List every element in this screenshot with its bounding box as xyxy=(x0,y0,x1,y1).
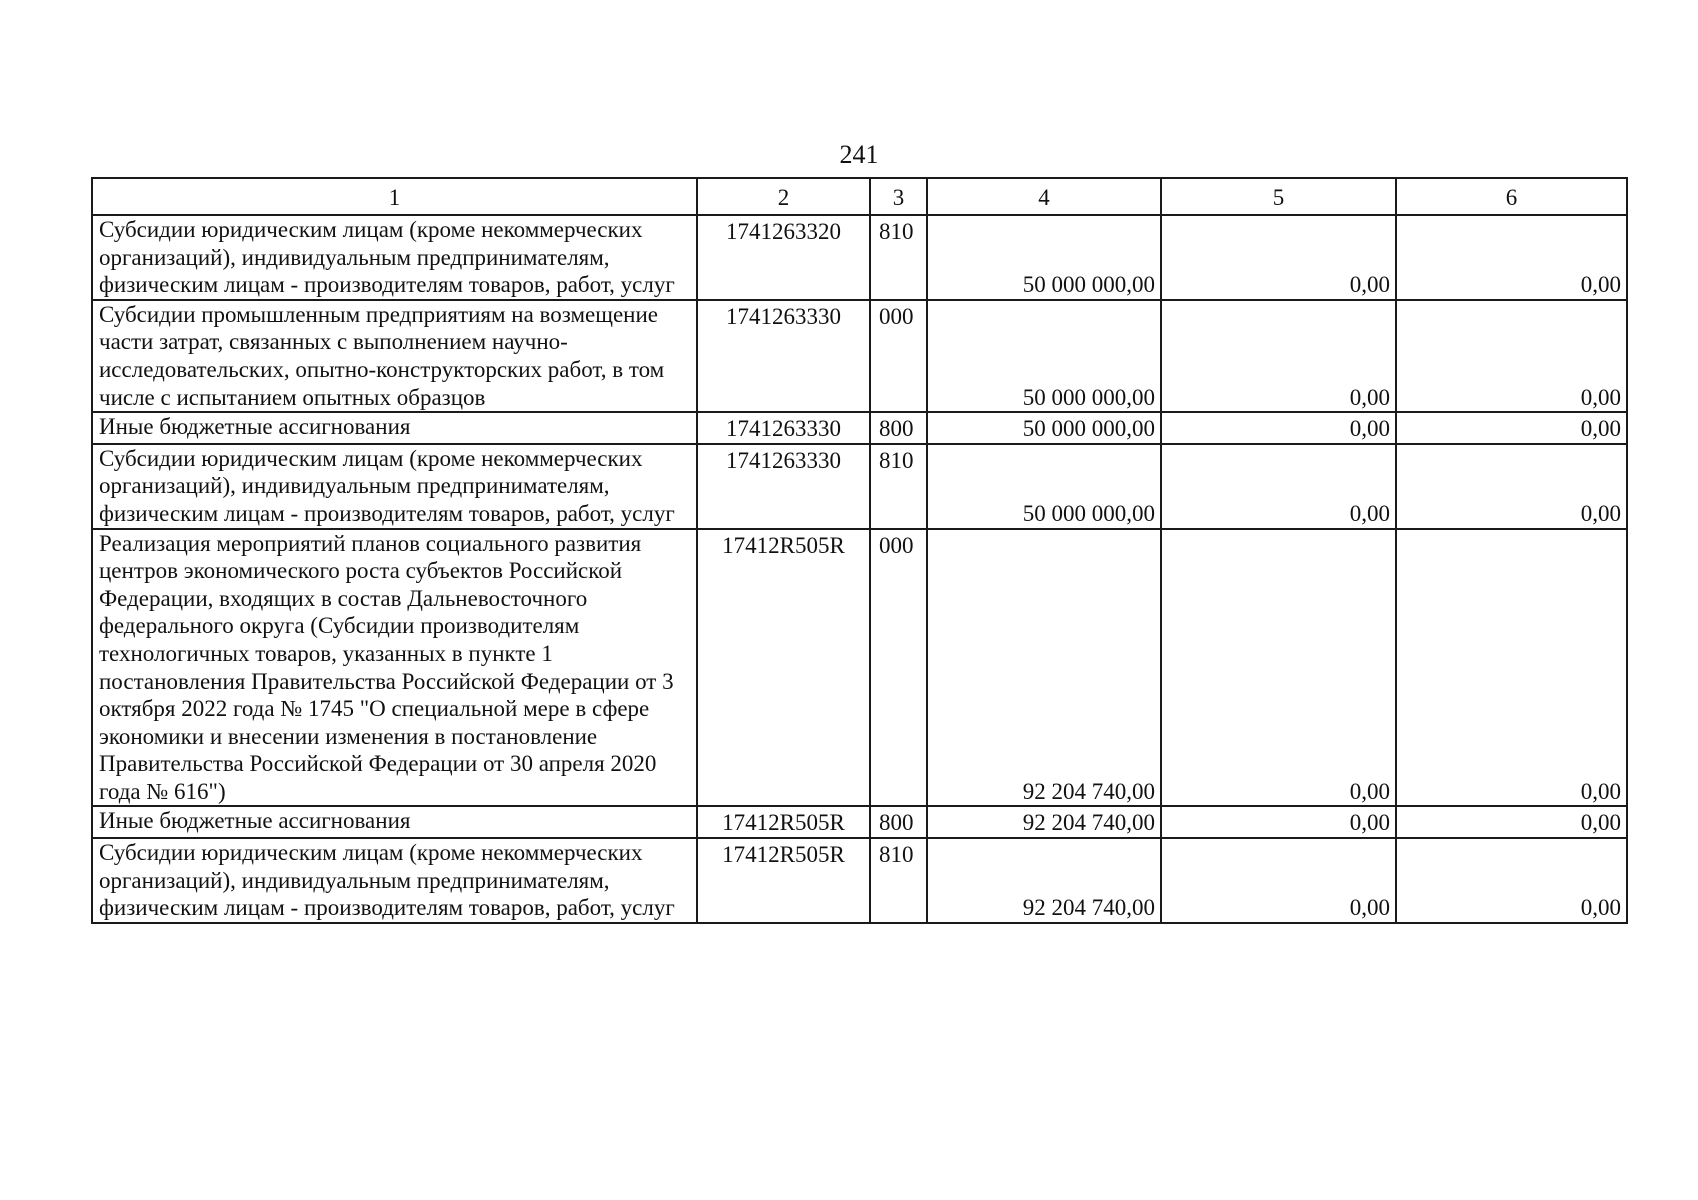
row-expense-type-cell: 000 xyxy=(870,529,927,807)
row-amount-4-cell: 92 204 740,00 xyxy=(927,806,1161,838)
row-name-cell: Реализация мероприятий планов социального развития центров экономического роста субъектов Российской Федерации, входящих в состав Дальневосточного федерального округа (Субсидии производителям технологичных товаров, указанных в пункте 1 постановления Правительства Российской Федерации от 3 октября 2022 года № 1745 "О специальной мере в сфере экономики и внесении изменения в постановление Правительства Российской Федерации от 30 апреля 2020 года № 616") xyxy=(92,529,697,807)
row-amount-5-cell: 0,00 xyxy=(1161,529,1396,807)
row-code-cell: 17412R505R xyxy=(697,529,870,807)
row-amount-5-cell: 0,00 xyxy=(1161,215,1396,300)
table-row xyxy=(92,300,1627,412)
row-code-cell: 1741263330 xyxy=(697,444,870,529)
row-name-cell: Субсидии юридическим лицам (кроме некоммерческих организаций), индивидуальным предпринимателям, физическим лицам - производителям товаров, работ, услуг xyxy=(92,838,697,923)
row-expense-type-cell: 810 xyxy=(870,838,927,923)
row-expense-type-cell: 800 xyxy=(870,412,927,444)
row-amount-4-cell: 50 000 000,00 xyxy=(927,444,1161,529)
row-expense-type-cell: 000 xyxy=(870,300,927,412)
row-amount-5-cell: 0,00 xyxy=(1161,806,1396,838)
row-amount-5-cell: 0,00 xyxy=(1161,444,1396,529)
row-amount-4-cell: 50 000 000,00 xyxy=(927,300,1161,412)
column-header-2: 2 xyxy=(697,178,870,215)
row-amount-6-cell: 0,00 xyxy=(1396,529,1627,807)
column-header-3: 3 xyxy=(870,178,927,215)
row-amount-6-cell: 0,00 xyxy=(1396,300,1627,412)
row-name-cell: Субсидии юридическим лицам (кроме некоммерческих организаций), индивидуальным предпринимателям, физическим лицам - производителям товаров, работ, услуг xyxy=(92,444,697,529)
row-code-cell: 1741263330 xyxy=(697,300,870,412)
row-amount-4-cell: 50 000 000,00 xyxy=(927,215,1161,300)
column-header-1: 1 xyxy=(92,178,697,215)
row-name-cell: Субсидии промышленным предприятиям на возмещение части затрат, связанных с выполнением научно-исследовательских, опытно-конструкторских работ, в том числе с испытанием опытных образцов xyxy=(92,300,697,412)
row-amount-5-cell: 0,00 xyxy=(1161,838,1396,923)
table-row xyxy=(92,838,1627,923)
row-name-cell: Субсидии юридическим лицам (кроме некоммерческих организаций), индивидуальным предпринимателям, физическим лицам - производителям товаров, работ, услуг xyxy=(92,215,697,300)
row-code-cell: 1741263320 xyxy=(697,215,870,300)
page-number: 241 xyxy=(839,140,879,169)
budget-table xyxy=(91,177,1628,924)
row-code-cell: 17412R505R xyxy=(697,806,870,838)
table-header-row xyxy=(92,178,1627,215)
column-header-4: 4 xyxy=(927,178,1161,215)
row-expense-type-cell: 800 xyxy=(870,806,927,838)
row-code-cell: 17412R505R xyxy=(697,838,870,923)
row-amount-5-cell: 0,00 xyxy=(1161,300,1396,412)
row-name-cell: Иные бюджетные ассигнования xyxy=(92,806,697,838)
column-header-6: 6 xyxy=(1396,178,1627,215)
row-expense-type-cell: 810 xyxy=(870,215,927,300)
table-row xyxy=(92,215,1627,300)
row-amount-4-cell: 92 204 740,00 xyxy=(927,838,1161,923)
row-amount-5-cell: 0,00 xyxy=(1161,412,1396,444)
row-expense-type-cell: 810 xyxy=(870,444,927,529)
table-row xyxy=(92,529,1627,807)
column-header-5: 5 xyxy=(1161,178,1396,215)
table-row xyxy=(92,806,1627,838)
row-amount-6-cell: 0,00 xyxy=(1396,838,1627,923)
row-amount-6-cell: 0,00 xyxy=(1396,806,1627,838)
row-code-cell: 1741263330 xyxy=(697,412,870,444)
table-row xyxy=(92,444,1627,529)
row-amount-4-cell: 50 000 000,00 xyxy=(927,412,1161,444)
row-amount-6-cell: 0,00 xyxy=(1396,215,1627,300)
row-amount-6-cell: 0,00 xyxy=(1396,444,1627,529)
table-row xyxy=(92,412,1627,444)
row-amount-4-cell: 92 204 740,00 xyxy=(927,529,1161,807)
row-name-cell: Иные бюджетные ассигнования xyxy=(92,412,697,444)
row-amount-6-cell: 0,00 xyxy=(1396,412,1627,444)
